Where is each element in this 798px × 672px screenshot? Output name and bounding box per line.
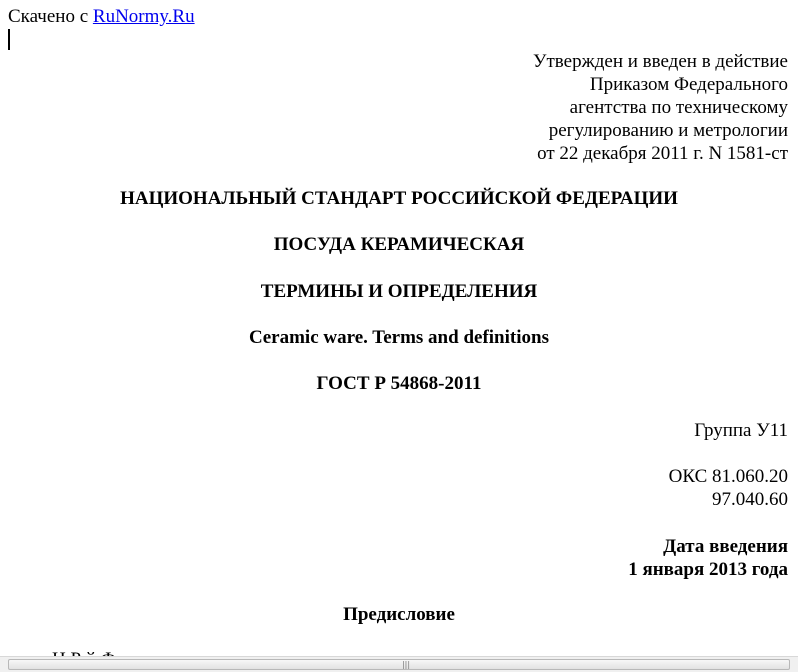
grip-icon: ||| [401, 660, 411, 669]
text-cursor [8, 29, 10, 50]
scrollbar-thumb[interactable] [8, 659, 790, 670]
approval-line: агентства по техническому [569, 97, 788, 118]
runormy-link[interactable]: RuNormy.Ru [92, 6, 195, 27]
effective-date-label: Дата введения [663, 536, 788, 557]
approval-block [533, 50, 788, 165]
source-prefix: Скачено с [8, 6, 93, 27]
horizontal-scrollbar[interactable] [0, 656, 798, 672]
english-title: Ceramic ware. Terms and definitions [249, 327, 549, 348]
approval-line: Приказом Федерального [589, 74, 788, 95]
national-standard-heading: НАЦИОНАЛЬНЫЙ СТАНДАРТ РОССИЙСКОЙ ФЕДЕРАЦИИ [120, 188, 678, 209]
oks-code-2: 97.040.60 [712, 489, 788, 510]
group-code: Группа У11 [694, 420, 788, 441]
document-subtitle: ТЕРМИНЫ И ОПРЕДЕЛЕНИЯ [260, 281, 538, 302]
document-title: ПОСУДА КЕРАМИЧЕСКАЯ [273, 234, 525, 255]
oks-code-1: ОКС 81.060.20 [668, 466, 788, 487]
preface-heading: Предисловие [343, 604, 455, 625]
approval-line: Утвержден и введен в действие [533, 51, 788, 72]
approval-line: регулированию и метрологии [548, 120, 788, 141]
gost-number: ГОСТ Р 54868-2011 [316, 373, 482, 394]
source-line [8, 5, 195, 28]
effective-date-value: 1 января 2013 года [628, 559, 788, 580]
approval-line: от 22 декабря 2011 г. N 1581-ст [537, 143, 788, 164]
